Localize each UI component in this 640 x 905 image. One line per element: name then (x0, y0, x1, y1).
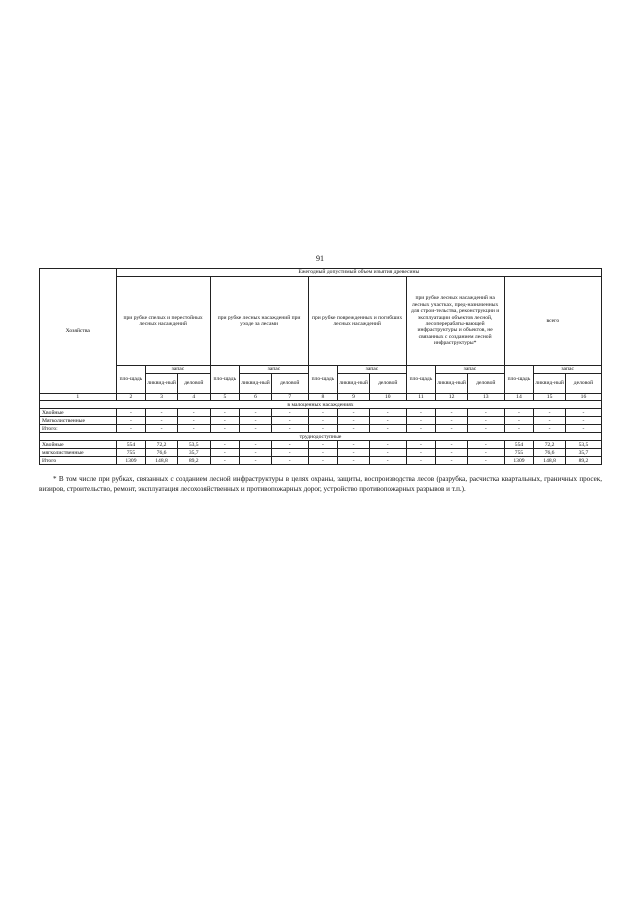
table-cell: - (308, 425, 338, 433)
table-cell: 72,2 (534, 441, 566, 449)
table-cell: - (177, 409, 210, 417)
table-cell: - (436, 417, 468, 425)
business-header: деловой (177, 374, 210, 394)
liquid-header: ликвид-ный (240, 374, 272, 394)
table-cell: - (146, 409, 178, 417)
table-cell: - (467, 417, 504, 425)
area-header: пло-щадь (406, 366, 436, 394)
table-cell: 72,2 (146, 441, 178, 449)
table-cell: - (534, 417, 566, 425)
table-cell: 53,5 (177, 441, 210, 449)
table-cell: 35,7 (565, 449, 601, 457)
column-number: 4 (177, 394, 210, 401)
table-cell: - (534, 409, 566, 417)
table-cell: 148,8 (534, 457, 566, 465)
table-row (40, 409, 602, 417)
category-header: при рубке поврежденных и погибших лесных насаждений (308, 277, 406, 366)
table-cell: - (406, 457, 436, 465)
category-header: при рубке лесных насаждений при уходе за лесами (210, 277, 308, 366)
table-cell: - (565, 417, 601, 425)
column-numbers-row-group (40, 394, 602, 401)
table-cell: - (240, 449, 272, 457)
category-header: всего (504, 277, 601, 366)
row-label: Мягколиственные (40, 417, 117, 425)
table-cell: 554 (116, 441, 146, 449)
stock-header: запас (146, 366, 210, 374)
table-cell: - (338, 425, 370, 433)
column-number: 16 (565, 394, 601, 401)
liquid-header: ликвид-ный (146, 374, 178, 394)
row-label: Хвойные (40, 409, 117, 417)
table-cell: - (308, 441, 338, 449)
table-cell: - (210, 425, 240, 433)
table-cell: 755 (116, 449, 146, 457)
table-body (40, 401, 602, 465)
column-number: 1 (40, 394, 117, 401)
table-cell: - (406, 425, 436, 433)
area-header: пло-щадь (210, 366, 240, 394)
farm-column-header: Хозяйства (40, 269, 117, 394)
table-cell: - (504, 417, 534, 425)
column-number: 2 (116, 394, 146, 401)
table-cell: - (210, 441, 240, 449)
category-header: при рубке спелых и перестойных лесных насаждений (116, 277, 210, 366)
table-cell: - (565, 425, 601, 433)
table-cell: - (436, 449, 468, 457)
column-number: 3 (146, 394, 178, 401)
table-cell: - (210, 417, 240, 425)
column-number: 7 (271, 394, 308, 401)
table-cell: - (116, 409, 146, 417)
column-number: 15 (534, 394, 566, 401)
table-cell: 1309 (116, 457, 146, 465)
table-cell: - (369, 441, 406, 449)
area-header: пло-щадь (116, 366, 146, 394)
column-number: 13 (467, 394, 504, 401)
section-row (40, 433, 602, 441)
table-cell: - (177, 417, 210, 425)
table-cell: - (406, 417, 436, 425)
column-number: 11 (406, 394, 436, 401)
table-cell: - (210, 457, 240, 465)
table-cell: - (565, 409, 601, 417)
table-cell: - (369, 409, 406, 417)
table-row (40, 457, 602, 465)
table-row (40, 417, 602, 425)
table-row (40, 441, 602, 449)
column-number: 8 (308, 394, 338, 401)
table-cell: - (271, 425, 308, 433)
table-cell: - (210, 409, 240, 417)
top-header: Ежегодный допустимый объем изъятия древесины (116, 269, 601, 277)
section-title: труднодоступные (40, 433, 602, 441)
table-cell: 89,2 (565, 457, 601, 465)
business-header: деловой (369, 374, 406, 394)
table-cell: 35,7 (177, 449, 210, 457)
table-cell: - (116, 425, 146, 433)
row-label: Хвойные (40, 441, 117, 449)
stock-header: запас (240, 366, 308, 374)
section-title: в малоценных насаждениях (40, 401, 602, 409)
column-number: 6 (240, 394, 272, 401)
table-cell: - (308, 457, 338, 465)
table-cell: - (338, 457, 370, 465)
table-cell: - (436, 425, 468, 433)
table-cell: - (406, 449, 436, 457)
table-cell: - (240, 457, 272, 465)
table-cell: - (338, 409, 370, 417)
table-cell: - (436, 441, 468, 449)
liquid-header: ликвид-ный (534, 374, 566, 394)
table-cell: - (271, 457, 308, 465)
table-row (40, 425, 602, 433)
table-cell: - (369, 417, 406, 425)
table-cell: - (436, 457, 468, 465)
table-cell: - (534, 425, 566, 433)
row-label: Итого (40, 457, 117, 465)
table-cell: - (240, 425, 272, 433)
table-cell: 148,8 (146, 457, 178, 465)
table-cell: - (369, 449, 406, 457)
category-header: при рубке лесных насаждений на лесных участках, пред-назначенных для строи-тельства, реконструкции и эксплуатации объектов лесной, лесоперерабаты-вающей инфраструктуры и объектов, не связанных с созданием лесной инфраструктуры* (406, 277, 504, 366)
table-cell: 76,6 (146, 449, 178, 457)
liquid-header: ликвид-ный (436, 374, 468, 394)
table-cell: - (177, 425, 210, 433)
table-cell: - (504, 425, 534, 433)
table-cell: - (271, 441, 308, 449)
row-label: мягколиственные (40, 449, 117, 457)
column-number: 14 (504, 394, 534, 401)
page-number: 91 (316, 254, 324, 263)
column-number: 9 (338, 394, 370, 401)
stock-header: запас (534, 366, 602, 374)
table-cell: 76,6 (534, 449, 566, 457)
table-cell: 755 (504, 449, 534, 457)
table-cell: - (308, 449, 338, 457)
table-cell: - (436, 409, 468, 417)
business-header: деловой (565, 374, 601, 394)
table-cell: - (146, 417, 178, 425)
table-cell: - (338, 417, 370, 425)
table-cell: - (271, 417, 308, 425)
table-cell: 53,5 (565, 441, 601, 449)
column-numbers-row (40, 394, 602, 401)
table-cell: 1309 (504, 457, 534, 465)
business-header: деловой (271, 374, 308, 394)
table-row (40, 449, 602, 457)
table-cell: - (240, 409, 272, 417)
column-number: 12 (436, 394, 468, 401)
column-number: 10 (369, 394, 406, 401)
footnote: * В том числе при рубках, связанных с созданием лесной инфраструктуры в целях охраны, защиты, воспроизводства лесов (разрубка, расчистка квартальных, граничных просек, визиров, строительство, ремонт, эксплуатация лесохозяйственных и противопожарных дорог, устройство противопожарных разрывов и т.п.). (39, 475, 602, 493)
table-cell: - (467, 425, 504, 433)
table-cell: - (338, 449, 370, 457)
table-cell: - (308, 409, 338, 417)
table-cell: - (308, 417, 338, 425)
table-cell: - (467, 449, 504, 457)
row-label: Итого: (40, 425, 117, 433)
table-cell: 554 (504, 441, 534, 449)
table-cell: - (338, 441, 370, 449)
liquid-header: ликвид-ный (338, 374, 370, 394)
area-header: пло-щадь (308, 366, 338, 394)
table-cell: - (369, 457, 406, 465)
table-cell: - (467, 441, 504, 449)
table-cell: 89,2 (177, 457, 210, 465)
stock-header: запас (338, 366, 406, 374)
table-cell: - (369, 425, 406, 433)
table-cell: - (467, 409, 504, 417)
section-row (40, 401, 602, 409)
wood-harvest-table (39, 268, 602, 465)
table-cell: - (210, 449, 240, 457)
stock-header: запас (436, 366, 504, 374)
table-cell: - (240, 417, 272, 425)
table-cell: - (271, 409, 308, 417)
business-header: деловой (467, 374, 504, 394)
table-cell: - (240, 441, 272, 449)
table-cell: - (146, 425, 178, 433)
table-cell: - (271, 449, 308, 457)
table-cell: - (467, 457, 504, 465)
table-cell: - (116, 417, 146, 425)
table-cell: - (504, 409, 534, 417)
column-number: 5 (210, 394, 240, 401)
table-cell: - (406, 441, 436, 449)
table-cell: - (406, 409, 436, 417)
area-header: пло-щадь (504, 366, 534, 394)
